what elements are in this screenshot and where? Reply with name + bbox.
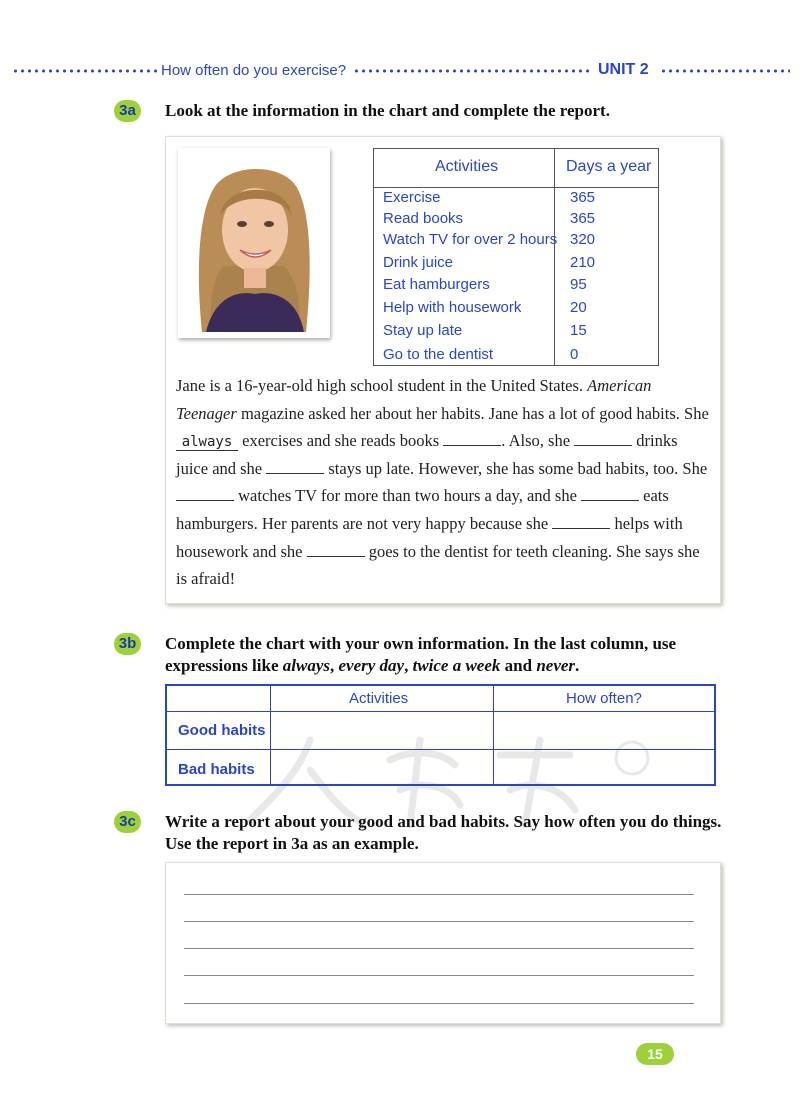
- table-row-activity: Stay up late: [383, 322, 463, 339]
- table-header-activities: Activities: [435, 158, 499, 175]
- writing-line[interactable]: [184, 921, 694, 922]
- answer-blank[interactable]: [307, 542, 365, 557]
- writing-line[interactable]: [184, 948, 694, 949]
- habits-header-activities: Activities: [349, 690, 409, 707]
- habits-row-bad: Bad habits: [178, 761, 255, 778]
- table-row-activity: Go to the dentist: [383, 346, 494, 363]
- answer-blank[interactable]: [266, 459, 324, 474]
- table-row-activity: Eat hamburgers: [383, 276, 490, 293]
- table-row-days: 320: [570, 231, 596, 248]
- header-dots-right: [660, 69, 790, 73]
- writing-line[interactable]: [184, 975, 694, 976]
- table-row-activity: Exercise: [383, 189, 441, 206]
- header-title: How often do you exercise?: [161, 62, 347, 79]
- header-dots-left: [12, 69, 158, 73]
- answer-blank[interactable]: [176, 486, 234, 501]
- instruction-3c: Write a report about your good and bad habits. Say how often you do things. Use the report in 3a as an example.: [165, 812, 722, 853]
- instruction-3a: Look at the information in the chart and complete the report.: [165, 101, 610, 120]
- answer-blank[interactable]: [581, 486, 639, 501]
- section-badge-3b: 3b: [114, 633, 141, 655]
- answer-blank[interactable]: [552, 514, 610, 529]
- table-row-activity: Help with housework: [383, 299, 522, 316]
- answer-blank[interactable]: [574, 431, 632, 446]
- table-row-activity: Read books: [383, 210, 464, 227]
- header-dots-middle: [353, 69, 591, 73]
- instruction-3b: Complete the chart with your own information. In the last column, use expressions like always, every day, twice a week and never.: [165, 634, 677, 675]
- student-photo: [178, 148, 330, 338]
- header-unit: UNIT 2: [598, 61, 649, 78]
- habits-header-how-often: How often?: [566, 690, 642, 707]
- writing-line[interactable]: [184, 1003, 694, 1004]
- page-number: 15: [636, 1043, 674, 1065]
- report-passage: Jane is a 16-year-old high school student in the United States. American Teenager magazine asked her about her habits. Jane has a lot of good habits. She always exercises and she reads books . Also, she drinks juice and she stays up late. However, she has some bad habits, too. She watches TV for more than two hours a day, and she eats hamburgers. Her parents are not very happy because she helps with housework and she goes to the dentist for teeth cleaning. She says she is afraid!: [176, 376, 709, 589]
- table-row-days: 365: [570, 210, 596, 227]
- table-row-days: 20: [570, 299, 587, 316]
- magazine-name: American Teenager: [176, 376, 652, 423]
- table-row-days: 0: [570, 346, 579, 363]
- section-badge-3a: 3a: [114, 100, 141, 122]
- table-header-days: Days a year: [566, 158, 652, 175]
- habits-row-good: Good habits: [178, 722, 266, 739]
- table-row-activity: Drink juice: [383, 254, 454, 271]
- table-row-days: 15: [570, 322, 587, 339]
- section-badge-3c: 3c: [114, 811, 141, 833]
- student-portrait-icon: [184, 154, 324, 332]
- table-row-activity: Watch TV for over 2 hours: [383, 231, 558, 248]
- activities-days-table: [373, 148, 659, 366]
- answer-blank-example: always: [176, 434, 238, 451]
- table-row-days: 365: [570, 189, 596, 206]
- table-row-days: 95: [570, 276, 587, 293]
- writing-panel[interactable]: [165, 862, 721, 1024]
- writing-line[interactable]: [184, 894, 694, 895]
- table-row-days: 210: [570, 254, 596, 271]
- answer-blank[interactable]: [443, 431, 501, 446]
- page-header: [0, 60, 800, 82]
